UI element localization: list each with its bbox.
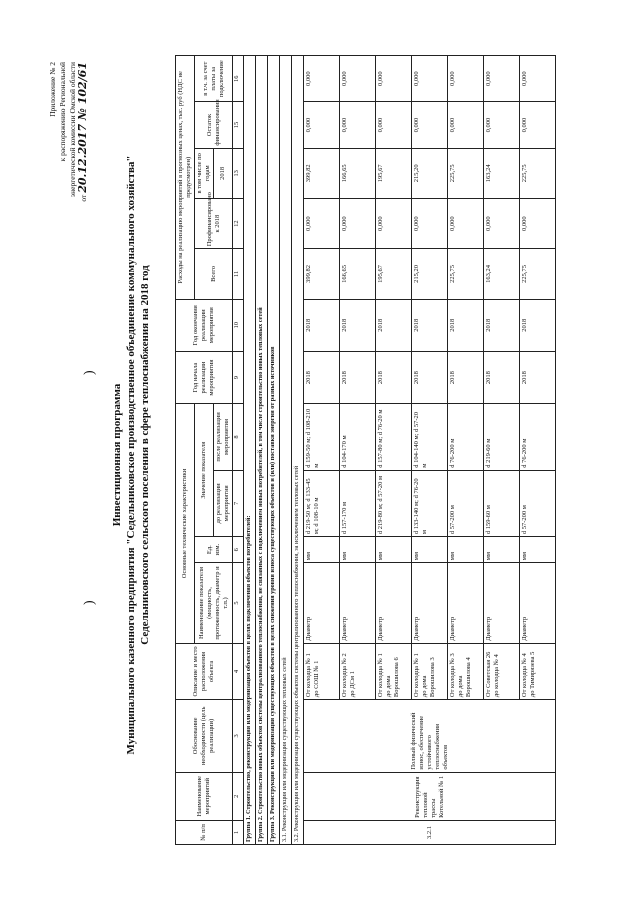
header-2018: 2018 <box>214 148 233 198</box>
right-bracket-mark: ) <box>82 370 97 375</box>
row-year-start: 2018 <box>340 351 376 403</box>
row-rest: 0,000 <box>448 102 484 148</box>
item-reason: Полный физический износ, обеспечение устойчивого теплоснабжения объектов <box>304 700 556 772</box>
group-row: Группа 1. Строительство, реконструкция или модернизация объектов в целях подключения объектов потребителей: <box>244 56 256 845</box>
col-number: 16 <box>233 56 244 102</box>
row-total: 225,75 <box>448 249 484 299</box>
header-rest: Остаток финансирования <box>195 102 233 148</box>
appendix-line4 <box>78 62 89 302</box>
row-year-end: 2018 <box>520 299 556 351</box>
header-year-end: Год окончания реализации мероприятия <box>176 299 233 351</box>
col-number: 3 <box>233 700 244 772</box>
col-number: 9 <box>233 351 244 403</box>
header-tech: Основные технические характеристики <box>176 404 195 644</box>
header-after: после реализации мероприятия <box>214 404 233 470</box>
row-location: От Советская 26 до колодца № 4 <box>484 643 520 699</box>
row-total: 225,75 <box>520 249 556 299</box>
col-number: 5 <box>233 563 244 644</box>
subgroup-row: 3.1. Реконструкция или модернизация существующих тепловых сетей <box>280 56 292 845</box>
header-financed: Профинансировано к 2018 <box>195 198 233 248</box>
row-param: Диаметр <box>412 563 448 644</box>
row-unit: мм <box>412 537 448 563</box>
row-2018: 399,82 <box>304 148 340 198</box>
row-location: От колодца № 2 до ДСм 1 <box>340 643 376 699</box>
appendix-date-prefix: от <box>79 194 88 202</box>
row-location: От колодца № 1 до дома Ворошилова 6 <box>376 643 412 699</box>
row-rest: 0,000 <box>412 102 448 148</box>
row-after: d 76-200 м <box>520 404 556 470</box>
row-year-end: 2018 <box>412 299 448 351</box>
row-year-start: 2018 <box>484 351 520 403</box>
header-location: Описание и место расположения объекта <box>176 643 233 699</box>
item-name: Реконструкция тепловой трассы Котельной № 1 <box>304 772 556 820</box>
row-year-end: 2018 <box>304 299 340 351</box>
row-after: d 157-80 м; d 76-20 м <box>376 404 412 470</box>
row-year-end: 2018 <box>340 299 376 351</box>
col-number: 8 <box>233 404 244 470</box>
group-row: Группа 2. Строительство новых объектов системы централизованного теплоснабжения, не связанных с подключением новых потребителей, в том числе строительство новых тепловых сетей <box>256 56 268 845</box>
col-number: 11 <box>233 249 244 299</box>
row-total: 163,24 <box>484 249 520 299</box>
row-rest: 0,000 <box>520 102 556 148</box>
investment-table <box>175 55 556 845</box>
row-year-start: 2018 <box>376 351 412 403</box>
row-after: d 104-140 м; d 57-20 м <box>412 404 448 470</box>
row-2018: 163,24 <box>484 148 520 198</box>
header-param: Наименование показателя (мощность, протяженность, диаметр и т.п.) <box>195 563 233 644</box>
header-total: Всего <box>195 249 233 299</box>
col-number: 4 <box>233 643 244 699</box>
handwritten-date: 20.12.2017 № 102/61 <box>76 62 89 193</box>
group-row: Группа 3. Реконструкция или модернизация существующих объектов в целях снижения уровня износа существующих объектов и (или) поставки энергии от разных источников <box>268 56 280 845</box>
header-year-start: Год начала реализации мероприятия <box>176 351 233 403</box>
row-param: Диаметр <box>340 563 376 644</box>
row-before: d 219-80 м; d 57-20 м <box>376 470 412 536</box>
row-financed: 0,000 <box>448 198 484 248</box>
title-line1: Инвестиционная программа <box>111 383 123 527</box>
row-after: d 219-60 м <box>484 404 520 470</box>
table-row <box>304 56 340 845</box>
col-number: 13 <box>233 148 244 198</box>
row-unit: мм <box>340 537 376 563</box>
row-unit: мм <box>448 537 484 563</box>
row-2018: 225,75 <box>520 148 556 198</box>
col-number: 10 <box>233 299 244 351</box>
header-by-years: в том числе по годам <box>195 148 214 198</box>
row-before: d 159-60 м <box>484 470 520 536</box>
header-connection: в т.ч. за счет платы за подключение <box>195 56 233 102</box>
col-number: 2 <box>233 772 244 820</box>
row-location: От колодца № 1 до дома Ворошилова 3 <box>412 643 448 699</box>
header-before: до реализации мероприятия <box>214 470 233 536</box>
row-financed: 0,000 <box>340 198 376 248</box>
column-numbers-row <box>233 56 244 845</box>
row-rest: 0,000 <box>484 102 520 148</box>
row-location: От колодца № 4 до Тимирязева 5 <box>520 643 556 699</box>
appendix-line2: к распоряжению Региональной <box>58 62 67 162</box>
row-before: d 133-140 м; d 76-20 м <box>412 470 448 536</box>
appendix-block <box>48 62 89 302</box>
col-number: 12 <box>233 198 244 248</box>
row-2018: 215,20 <box>412 148 448 198</box>
row-before: d 157-170 м <box>340 470 376 536</box>
col-number: 6 <box>233 537 244 563</box>
row-unit: мм <box>304 537 340 563</box>
row-2018: 195,67 <box>376 148 412 198</box>
row-unit: мм <box>484 537 520 563</box>
row-financed: 0,000 <box>376 198 412 248</box>
row-unit: мм <box>520 537 556 563</box>
row-before: d 57-200 м <box>520 470 556 536</box>
row-year-end: 2018 <box>448 299 484 351</box>
row-financed: 0,000 <box>484 198 520 248</box>
col-number: 7 <box>233 470 244 536</box>
row-financed: 0,000 <box>412 198 448 248</box>
row-param: Диаметр <box>484 563 520 644</box>
row-rest: 0,000 <box>376 102 412 148</box>
row-connection: 0,000 <box>376 56 412 102</box>
row-year-start: 2018 <box>520 351 556 403</box>
subgroup-row: 3.2. Реконструкция или модернизация существующих объектов системы централизованного теплоснабжения, за исключением тепловых сетей <box>292 56 304 845</box>
row-after: d 104-170 м <box>340 404 376 470</box>
row-connection: 0,000 <box>412 56 448 102</box>
row-after: d 76-200 м <box>448 404 484 470</box>
row-rest: 0,000 <box>340 102 376 148</box>
header-value: Значение показателя <box>195 404 214 537</box>
title-line3: Седельниковского сельского поселения в сфере теплоснабжения на 2018 год <box>139 265 151 645</box>
left-bracket-mark: ) <box>82 600 97 605</box>
item-number: 3.2.1 <box>304 820 556 844</box>
row-connection: 0,000 <box>448 56 484 102</box>
document-title <box>110 125 152 785</box>
header-cost: Расходы на реализацию мероприятий в прогнозных ценах, тыс. руб (НДС не предусмотрен) <box>176 56 195 300</box>
row-total: 215,20 <box>412 249 448 299</box>
header-reason: Обоснование необходимости (цель реализации) <box>176 700 233 772</box>
appendix-line3: энергетической комиссии Омской области <box>68 62 77 198</box>
row-param: Диаметр <box>448 563 484 644</box>
header-unit: Ед. изм. <box>195 537 233 563</box>
appendix-line1: Приложение № 2 <box>48 62 57 117</box>
row-unit: мм <box>376 537 412 563</box>
row-connection: 0,000 <box>520 56 556 102</box>
row-year-start: 2018 <box>448 351 484 403</box>
row-2018: 225,75 <box>448 148 484 198</box>
row-param: Диаметр <box>520 563 556 644</box>
col-number: 1 <box>233 820 244 844</box>
row-total: 195,67 <box>376 249 412 299</box>
row-location: От колодца № 3 до дома Ворошилова 4 <box>448 643 484 699</box>
row-2018: 166,65 <box>340 148 376 198</box>
row-param: Диаметр <box>304 563 340 644</box>
row-year-end: 2018 <box>484 299 520 351</box>
row-before: d 219-50 м; d 133-45 м; d 108-10 м <box>304 470 340 536</box>
row-location: От колодца № 1 до СОШ № 1 <box>304 643 340 699</box>
row-total: 399,82 <box>304 249 340 299</box>
row-connection: 0,000 <box>340 56 376 102</box>
col-number: 15 <box>233 102 244 148</box>
row-connection: 0,000 <box>304 56 340 102</box>
row-connection: 0,000 <box>484 56 520 102</box>
row-before: d 57-200 м <box>448 470 484 536</box>
row-year-start: 2018 <box>412 351 448 403</box>
row-total: 166,65 <box>340 249 376 299</box>
row-financed: 0,000 <box>304 198 340 248</box>
row-rest: 0,000 <box>304 102 340 148</box>
header-name: Наименование мероприятий <box>176 772 233 820</box>
row-after: d 159-50 м; d 108-210 м <box>304 404 340 470</box>
title-line2: Муниципального казенного предприятия "Седельниковское производственное объединение коммунального хозяйства" <box>125 155 137 755</box>
row-param: Диаметр <box>376 563 412 644</box>
row-year-start: 2018 <box>304 351 340 403</box>
row-year-end: 2018 <box>376 299 412 351</box>
header-num: № п/п <box>176 820 233 844</box>
row-financed: 0,000 <box>520 198 556 248</box>
